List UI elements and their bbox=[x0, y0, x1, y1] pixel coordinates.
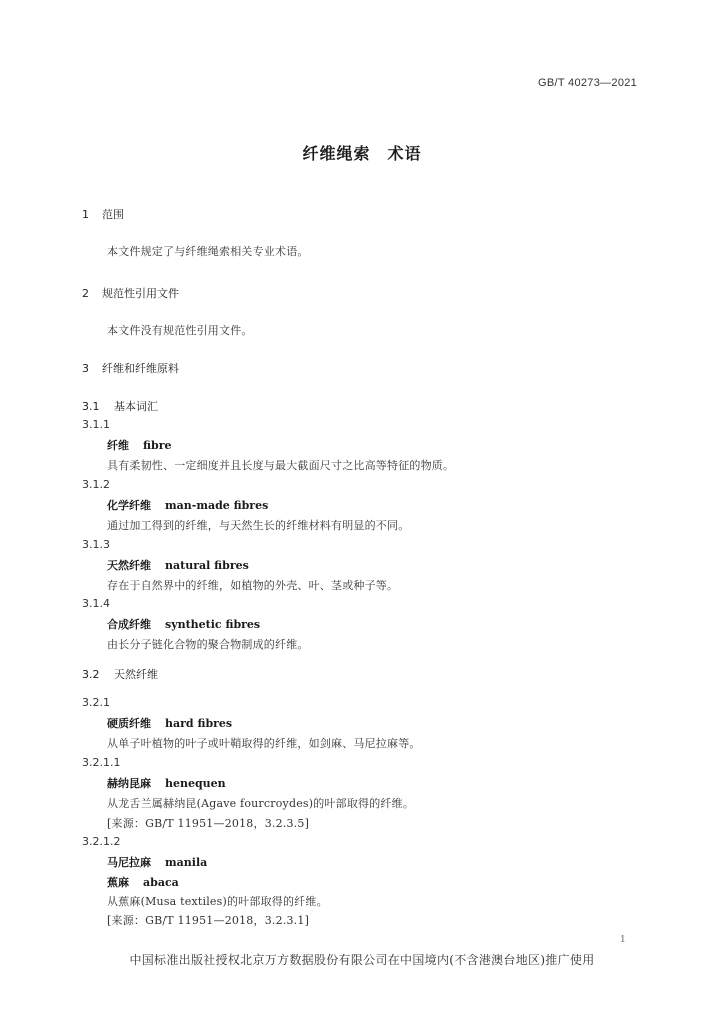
term-zh: 硬质纤维 bbox=[107, 717, 151, 730]
section-title: 规范性引用文件 bbox=[102, 287, 179, 300]
entry-number: 3.1.1 bbox=[82, 418, 110, 431]
entry-number: 3.1.2 bbox=[82, 478, 110, 491]
term-en: hard fibres bbox=[165, 717, 233, 730]
term-en: abaca bbox=[143, 876, 179, 889]
term-en: synthetic fibres bbox=[165, 618, 261, 631]
term bbox=[107, 715, 232, 731]
section-title: 范围 bbox=[102, 208, 124, 221]
subsection-heading-3-1 bbox=[82, 398, 158, 414]
term-en: fibre bbox=[143, 439, 172, 452]
section-heading-2 bbox=[82, 285, 179, 301]
document-title: 纤维绳索 术语 bbox=[302, 144, 422, 163]
entry-number: 3.2.1.1 bbox=[82, 756, 121, 769]
term-definition: 存在于自然界中的纤维，如植物的外壳、叶、茎或种子等。 bbox=[107, 579, 399, 592]
term-en: natural fibres bbox=[165, 559, 249, 572]
term-alternative bbox=[107, 874, 179, 890]
section-2-body: 本文件没有规范性引用文件。 bbox=[107, 324, 253, 337]
section-title: 天然纤维 bbox=[114, 668, 158, 681]
term-source: [来源：GB/T 11951—2018，3.2.3.1] bbox=[107, 914, 310, 927]
page-number: 1 bbox=[620, 935, 626, 945]
entry-number: 3.1.3 bbox=[82, 538, 110, 551]
term bbox=[107, 497, 268, 513]
term-definition: 具有柔韧性、一定细度并且长度与最大截面尺寸之比高等特征的物质。 bbox=[107, 459, 455, 472]
entry-number: 3.1.4 bbox=[82, 597, 110, 610]
section-number: 3.1 bbox=[82, 400, 100, 413]
term-en: manila bbox=[165, 856, 208, 869]
term bbox=[107, 557, 249, 573]
term-zh: 化学纤维 bbox=[107, 499, 151, 512]
term-zh: 纤维 bbox=[107, 439, 129, 452]
section-heading-1 bbox=[82, 206, 124, 222]
term-definition: 从单子叶植物的叶子或叶鞘取得的纤维，如剑麻、马尼拉麻等。 bbox=[107, 737, 421, 750]
term-zh: 马尼拉麻 bbox=[107, 856, 151, 869]
term-definition: 由长分子链化合物的聚合物制成的纤维。 bbox=[107, 638, 309, 651]
footer-notice: 中国标准出版社授权北京万方数据股份有限公司在中国境内(不含港澳台地区)推广使用 bbox=[129, 953, 595, 967]
section-1-body: 本文件规定了与纤维绳索相关专业术语。 bbox=[107, 245, 309, 258]
section-title: 基本词汇 bbox=[114, 400, 158, 413]
term-definition: 从蕉麻(Musa textiles)的叶部取得的纤维。 bbox=[107, 895, 328, 908]
term bbox=[107, 854, 207, 870]
section-title: 纤维和纤维原料 bbox=[102, 362, 179, 375]
section-number: 2 bbox=[82, 287, 89, 300]
term-definition: 通过加工得到的纤维，与天然生长的纤维材料有明显的不同。 bbox=[107, 519, 410, 532]
term-en: henequen bbox=[165, 777, 226, 790]
entry-number: 3.2.1 bbox=[82, 696, 110, 709]
term bbox=[107, 616, 260, 632]
term-zh: 合成纤维 bbox=[107, 618, 151, 631]
term-zh: 天然纤维 bbox=[107, 559, 151, 572]
section-heading-3 bbox=[82, 360, 179, 376]
term bbox=[107, 437, 171, 453]
term-zh: 蕉麻 bbox=[107, 876, 129, 889]
term-zh: 赫纳昆麻 bbox=[107, 777, 151, 790]
entry-number: 3.2.1.2 bbox=[82, 835, 121, 848]
term bbox=[107, 775, 226, 791]
section-number: 1 bbox=[82, 208, 89, 221]
standard-code: GB/T 40273—2021 bbox=[538, 77, 638, 89]
term-source: [来源：GB/T 11951—2018，3.2.3.5] bbox=[107, 817, 310, 830]
section-number: 3.2 bbox=[82, 668, 100, 681]
subsection-heading-3-2 bbox=[82, 666, 158, 682]
term-en: man-made fibres bbox=[165, 499, 269, 512]
section-number: 3 bbox=[82, 362, 89, 375]
term-definition: 从龙舌兰属赫纳昆(Agave fourcroydes)的叶部取得的纤维。 bbox=[107, 797, 415, 810]
